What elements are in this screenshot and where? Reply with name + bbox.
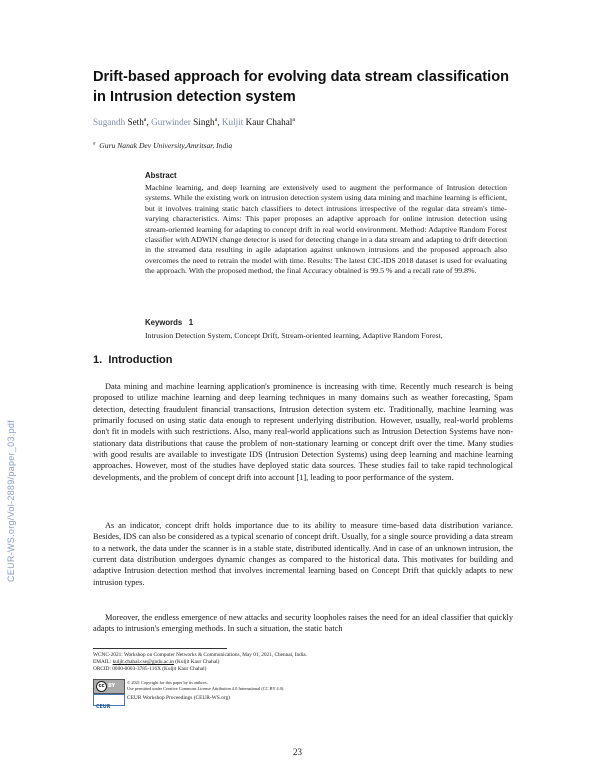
orcid-note: ORCID: 0000-0003-3785-116X (Kuljit Kaur Chahal)	[93, 666, 207, 673]
email-link[interactable]: kuljit.chahal.cse@gndu.ac.in	[112, 659, 174, 666]
keywords-text: Intrusion Detection System, Concept Drift, Stream-oriented learning, Adaptive Random Forest,	[145, 331, 443, 340]
paper-title: Drift-based approach for evolving data stream classification in Intrusion detection system	[93, 69, 510, 105]
author-1: Sugandh Seth$^a$	[93, 117, 147, 128]
cc-by-license-icon: cc BY	[93, 679, 125, 694]
footnote-rule	[93, 648, 227, 649]
abstract-text: Machine learning, and deep learning are extensively used to augment the performance of Intrusion detection systems. While the existing work on intrusion detection system using data mining and machine learning is efficient, but it involves training static batch classifiers to detect intrusions irrespective of the regular data stream's time-varying characteristics. Aims: This paper proposes an adaptive approach for online intrusion detection using stream-oriented learning for adapting to concept drift in real world environment. Method: Adaptive Random Forest classifier with ADWIN change detector is used for detecting change in a data stream and adapting to drift detection in the streamed data resulting in agile adaptation against unknown intrusions and the proposed approach also overcomes the need to retrain the model with time. Results: The latest CIC-IDS 2018 dataset is used for evaluating the approach. With the proposed method, the final Accuracy obtained is 99.5 % and a recall rate of 99.8%.	[145, 183, 507, 276]
email-note: EMAIL: kuljit.chahal.cse@gndu.ac.in (Kuljit Kaur Chahal)	[93, 659, 220, 666]
author-list: Sugandh Seth$^a$, Gurwinder Singh$^a$, Kuljit Kaur Chahal$^a$	[93, 117, 295, 128]
side-watermark: CEUR-WS.org/Vol-2889/paper_03.pdf	[6, 420, 16, 582]
author-3: Kuljit Kaur Chahal$^a$	[221, 117, 295, 128]
page-number: 23	[293, 747, 302, 757]
abstract-heading: Abstract	[145, 171, 177, 180]
copyright-notice: © 2021 Copyright for this paper by its authors. Use permitted under Creative Commons License Attribution 4.0 International (CC BY 4.0).	[127, 680, 285, 691]
keywords-heading: Keywords 1	[145, 318, 194, 327]
ceur-logo-icon: CEUR	[93, 694, 125, 706]
paragraph-2: As an indicator, concept drift holds importance due to its ability to measure time-based data distribution variance. Besides, IDS can also be considered as a typical scenario of concept drift. Usually, for a single source providing a data stream to a network, the data under the scanner is in a stable state, distributed identically. And in case of an unknown intrusion, the current data distribution undergoes dynamic changes as compared to the historical data. This motivates for building and adaptive Intrusion detection method that involves incremental learning based on Concept Drift that quickly adapts to new intrusion types.	[93, 521, 513, 587]
section-heading-introduction: 1. Introduction	[93, 354, 173, 366]
footnotes	[93, 652, 513, 674]
conference-note: WCNC-2021: Workshop on Computer Networks & Communications, May 01, 2021, Chennai, India.	[93, 652, 307, 658]
paragraph-3: Moreover, the endless emergence of new attacks and security loopholes raises the need for an ideal classifier that quickly adapts to intrusion's emerging methods. In such a situation, the static batch	[93, 613, 513, 634]
ceur-proceedings: CEUR Workshop Proceedings (CEUR-WS.org)	[127, 695, 230, 701]
paragraph-1: Data mining and machine learning application's prominence is increasing with time. Recently much research is being proposed to utilize machine learning and deep learning techniques in many domains such as weather forecasting, Spam detection, detecting fraudulent financial transactions, Intrusion detection system etc. Traditionally, machine learning was primarily focused on using static data enough to represent underlying distribution. However, usually, real-world problems don't fit in models with such restrictions. Also, many real-world applications such as Intrusion Detection Systems have non-stationary data distributions that cause the problem of non-stationary learning or concept drift over the time. Many studies with good results are available to investigate IDS (Intrusion Detection Systems) using deep learning and machine learning approaches. However, most of the studies have deployed static data sources. These studies fail to take rapid technological developments, and the problem of concept drift into account [1], leading to poor performance of the system.	[93, 382, 513, 482]
author-2: Gurwinder Singh$^a$	[151, 117, 218, 128]
affiliation: $^a$ Guru Nanak Dev University,Amritsar, India	[93, 141, 233, 150]
